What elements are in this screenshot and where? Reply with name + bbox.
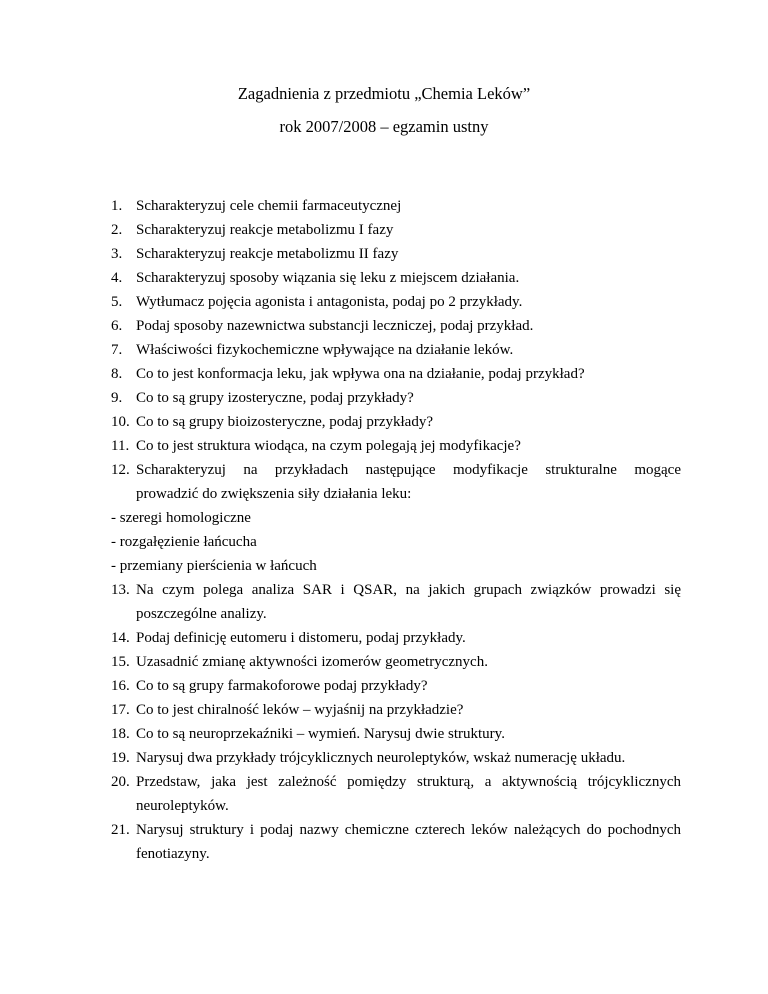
question-text: Narysuj dwa przykłady trójcyklicznych neuroleptyków, wskaż numerację układu. (136, 750, 626, 766)
question-text: Właściwości fizykochemiczne wpływające na działanie leków. (136, 342, 514, 358)
question-item (111, 410, 681, 434)
question-item (111, 722, 681, 746)
question-number: 7. (111, 342, 123, 358)
question-text: Narysuj struktury i podaj nazwy chemiczne czterech leków należących do pochodnych (136, 822, 681, 838)
question-number: 6. (111, 318, 123, 334)
question-item (111, 362, 681, 386)
question-number: 11. (111, 438, 130, 454)
question-item (111, 194, 681, 218)
question-text: Na czym polega analiza SAR i QSAR, na jakich grupach związków prowadzi się (136, 582, 681, 598)
question-text-continuation: poszczególne analizy. (136, 606, 267, 622)
question-item (111, 698, 681, 722)
question-text: Wytłumacz pojęcia agonista i antagonista, podaj po 2 przykłady. (136, 294, 523, 310)
sub-list-item: - rozgałęzienie łańcucha (111, 534, 257, 550)
question-text: Co to są grupy bioizosteryczne, podaj przykłady? (136, 414, 433, 430)
question-number: 10. (111, 414, 130, 430)
question-number: 2. (111, 222, 123, 238)
question-item (111, 434, 681, 458)
question-text: Co to jest konformacja leku, jak wpływa ona na działanie, podaj przykład? (136, 366, 585, 382)
question-text: Uzasadnić zmianę aktywności izomerów geometrycznych. (136, 654, 488, 670)
document-title: Zagadnienia z przedmiotu „Chemia Leków” (237, 84, 531, 103)
question-number: 5. (111, 294, 123, 310)
question-item (111, 218, 681, 242)
question-number: 19. (111, 750, 130, 766)
question-item (111, 386, 681, 410)
question-text: Scharakteryzuj reakcje metabolizmu I fazy (136, 222, 394, 238)
question-text: Podaj definicję eutomeru i distomeru, podaj przykłady. (136, 630, 466, 646)
question-number: 13. (111, 582, 130, 598)
question-text: Co to jest struktura wiodąca, na czym polegają jej modyfikacje? (136, 438, 521, 454)
question-text: Co to są grupy izosteryczne, podaj przykłady? (136, 390, 414, 406)
question-number: 18. (111, 726, 130, 742)
question-item (111, 314, 681, 338)
question-item (111, 818, 681, 866)
question-number: 12. (111, 462, 130, 478)
question-item (111, 242, 681, 266)
question-text: Scharakteryzuj na przykładach następujące modyfikacje strukturalne mogące (136, 462, 681, 478)
question-text: Co to jest chiralność leków – wyjaśnij na przykładzie? (136, 702, 464, 718)
question-number: 20. (111, 774, 130, 790)
question-item (111, 770, 681, 818)
question-number: 9. (111, 390, 123, 406)
question-text-continuation: prowadzić do zwiększenia siły działania leku: (136, 486, 412, 502)
question-text: Co to są grupy farmakoforowe podaj przykłady? (136, 678, 428, 694)
sub-list-item: - przemiany pierścienia w łańcuch (111, 558, 317, 574)
question-number: 1. (111, 198, 123, 214)
question-text: Scharakteryzuj cele chemii farmaceutycznej (136, 198, 402, 214)
question-item (111, 458, 681, 506)
question-item (111, 290, 681, 314)
question-text: Podaj sposoby nazewnictwa substancji leczniczej, podaj przykład. (136, 318, 534, 334)
question-number: 15. (111, 654, 130, 670)
question-text: Scharakteryzuj reakcje metabolizmu II fazy (136, 246, 399, 262)
question-number: 16. (111, 678, 130, 694)
question-number: 17. (111, 702, 130, 718)
question-text-continuation: fenotiazyny. (136, 846, 210, 862)
question-item (111, 578, 681, 626)
question-item (111, 626, 681, 650)
question-text: Scharakteryzuj sposoby wiązania się leku z miejscem działania. (136, 270, 520, 286)
question-number: 21. (111, 822, 130, 838)
question-number: 3. (111, 246, 123, 262)
question-item (111, 338, 681, 362)
question-item (111, 746, 681, 770)
question-number: 14. (111, 630, 130, 646)
document-subtitle: rok 2007/2008 – egzamin ustny (279, 117, 489, 136)
question-number: 4. (111, 270, 123, 286)
question-item (111, 650, 681, 674)
question-text: Co to są neuroprzekaźniki – wymień. Narysuj dwie struktury. (136, 726, 505, 742)
sub-list-item: - szeregi homologiczne (111, 510, 251, 526)
question-text-continuation: neuroleptyków. (136, 798, 229, 814)
question-item (111, 674, 681, 698)
question-item (111, 266, 681, 290)
question-text: Przedstaw, jaka jest zależność pomiędzy strukturą, a aktywnością trójcyklicznych (136, 774, 681, 790)
question-number: 8. (111, 366, 123, 382)
